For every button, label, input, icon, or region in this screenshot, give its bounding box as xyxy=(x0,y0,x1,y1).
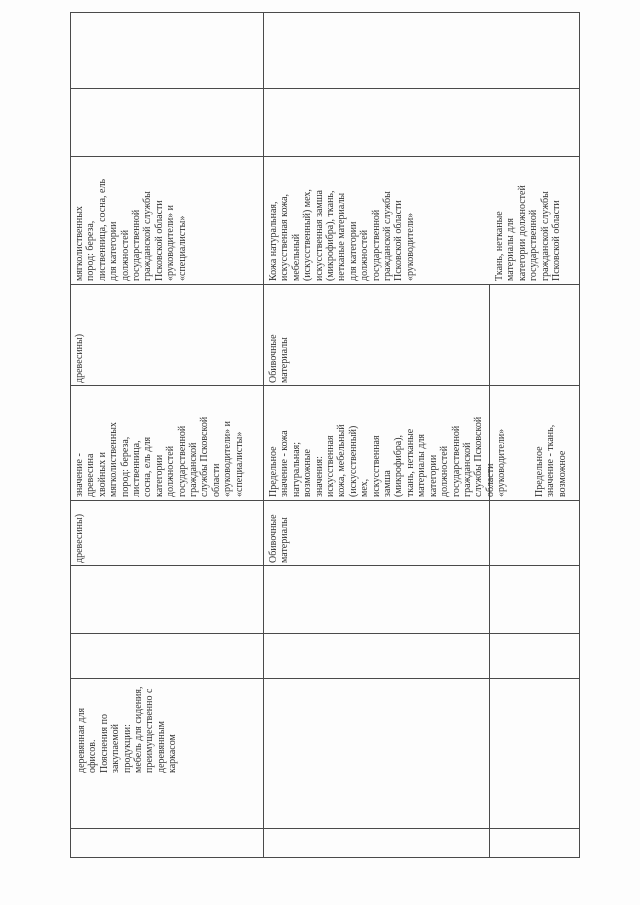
row-divider-1 xyxy=(263,12,264,858)
row1-char1-name: древесины) xyxy=(74,513,85,563)
row1-char2-name: древесины) xyxy=(74,333,85,383)
row2-char1-name: Обивочные материалы xyxy=(268,514,291,563)
row1-char1-value: значение - древесина хвойных и мягколиственных пород: береза, лиственница, сосна, ель для категории должностей государственной гражданской службы Псковской области «руководители» и «специалисты» xyxy=(74,416,245,497)
row2-char2-name: Обивочные материалы xyxy=(268,334,291,383)
col-divider-8 xyxy=(70,678,580,679)
table-border-top xyxy=(70,12,580,13)
row3-char1-value: Предельное значение - ткань, возможное xyxy=(534,424,568,497)
row2-char2-value: Кожа натуральная, искусственная кожа, мебельный (искусственный) мех, искусственная замша (микрофибра), ткань, нетканые материалы для категории должностей государственной гражданской службы Псковской области «руководители» xyxy=(268,189,416,281)
col-divider-6 xyxy=(70,565,580,566)
row1-char2-value: мягколиственных пород: береза, лиственница, сосна, ель для категории должностей государственной гражданской службы Псковской области «руководители» и «специалисты» xyxy=(74,178,188,281)
col-divider-4 xyxy=(70,385,580,386)
col-divider-9 xyxy=(70,828,580,829)
row2-char1-value: Предельное значение - кожа натуральная; возможные значения: искусственная кожа, мебельный (искусственный) мех, искусственная замша (микрофибра), ткань, нетканые материалы для категории должностей государственной гражданской службы Псковской области «руководители» xyxy=(268,416,508,497)
col-divider-2 xyxy=(70,156,580,157)
col-divider-7 xyxy=(70,633,580,634)
table-border-right xyxy=(579,12,580,858)
table-border-bottom xyxy=(70,857,580,858)
row1-item-name: деревянная для офисов. Пояснения по закупаемой продукции: мебель для сидения, преимущественно с деревянным каркасом xyxy=(76,686,179,773)
row-divider-2 xyxy=(489,284,490,858)
table-border-left xyxy=(70,12,71,858)
col-divider-1 xyxy=(70,88,580,89)
col-divider-3 xyxy=(70,284,580,285)
col-divider-5 xyxy=(70,500,580,501)
row3-char2-value: Ткань, нетканые материалы для категории должностей государственной гражданской службы Псковской области xyxy=(494,185,563,281)
